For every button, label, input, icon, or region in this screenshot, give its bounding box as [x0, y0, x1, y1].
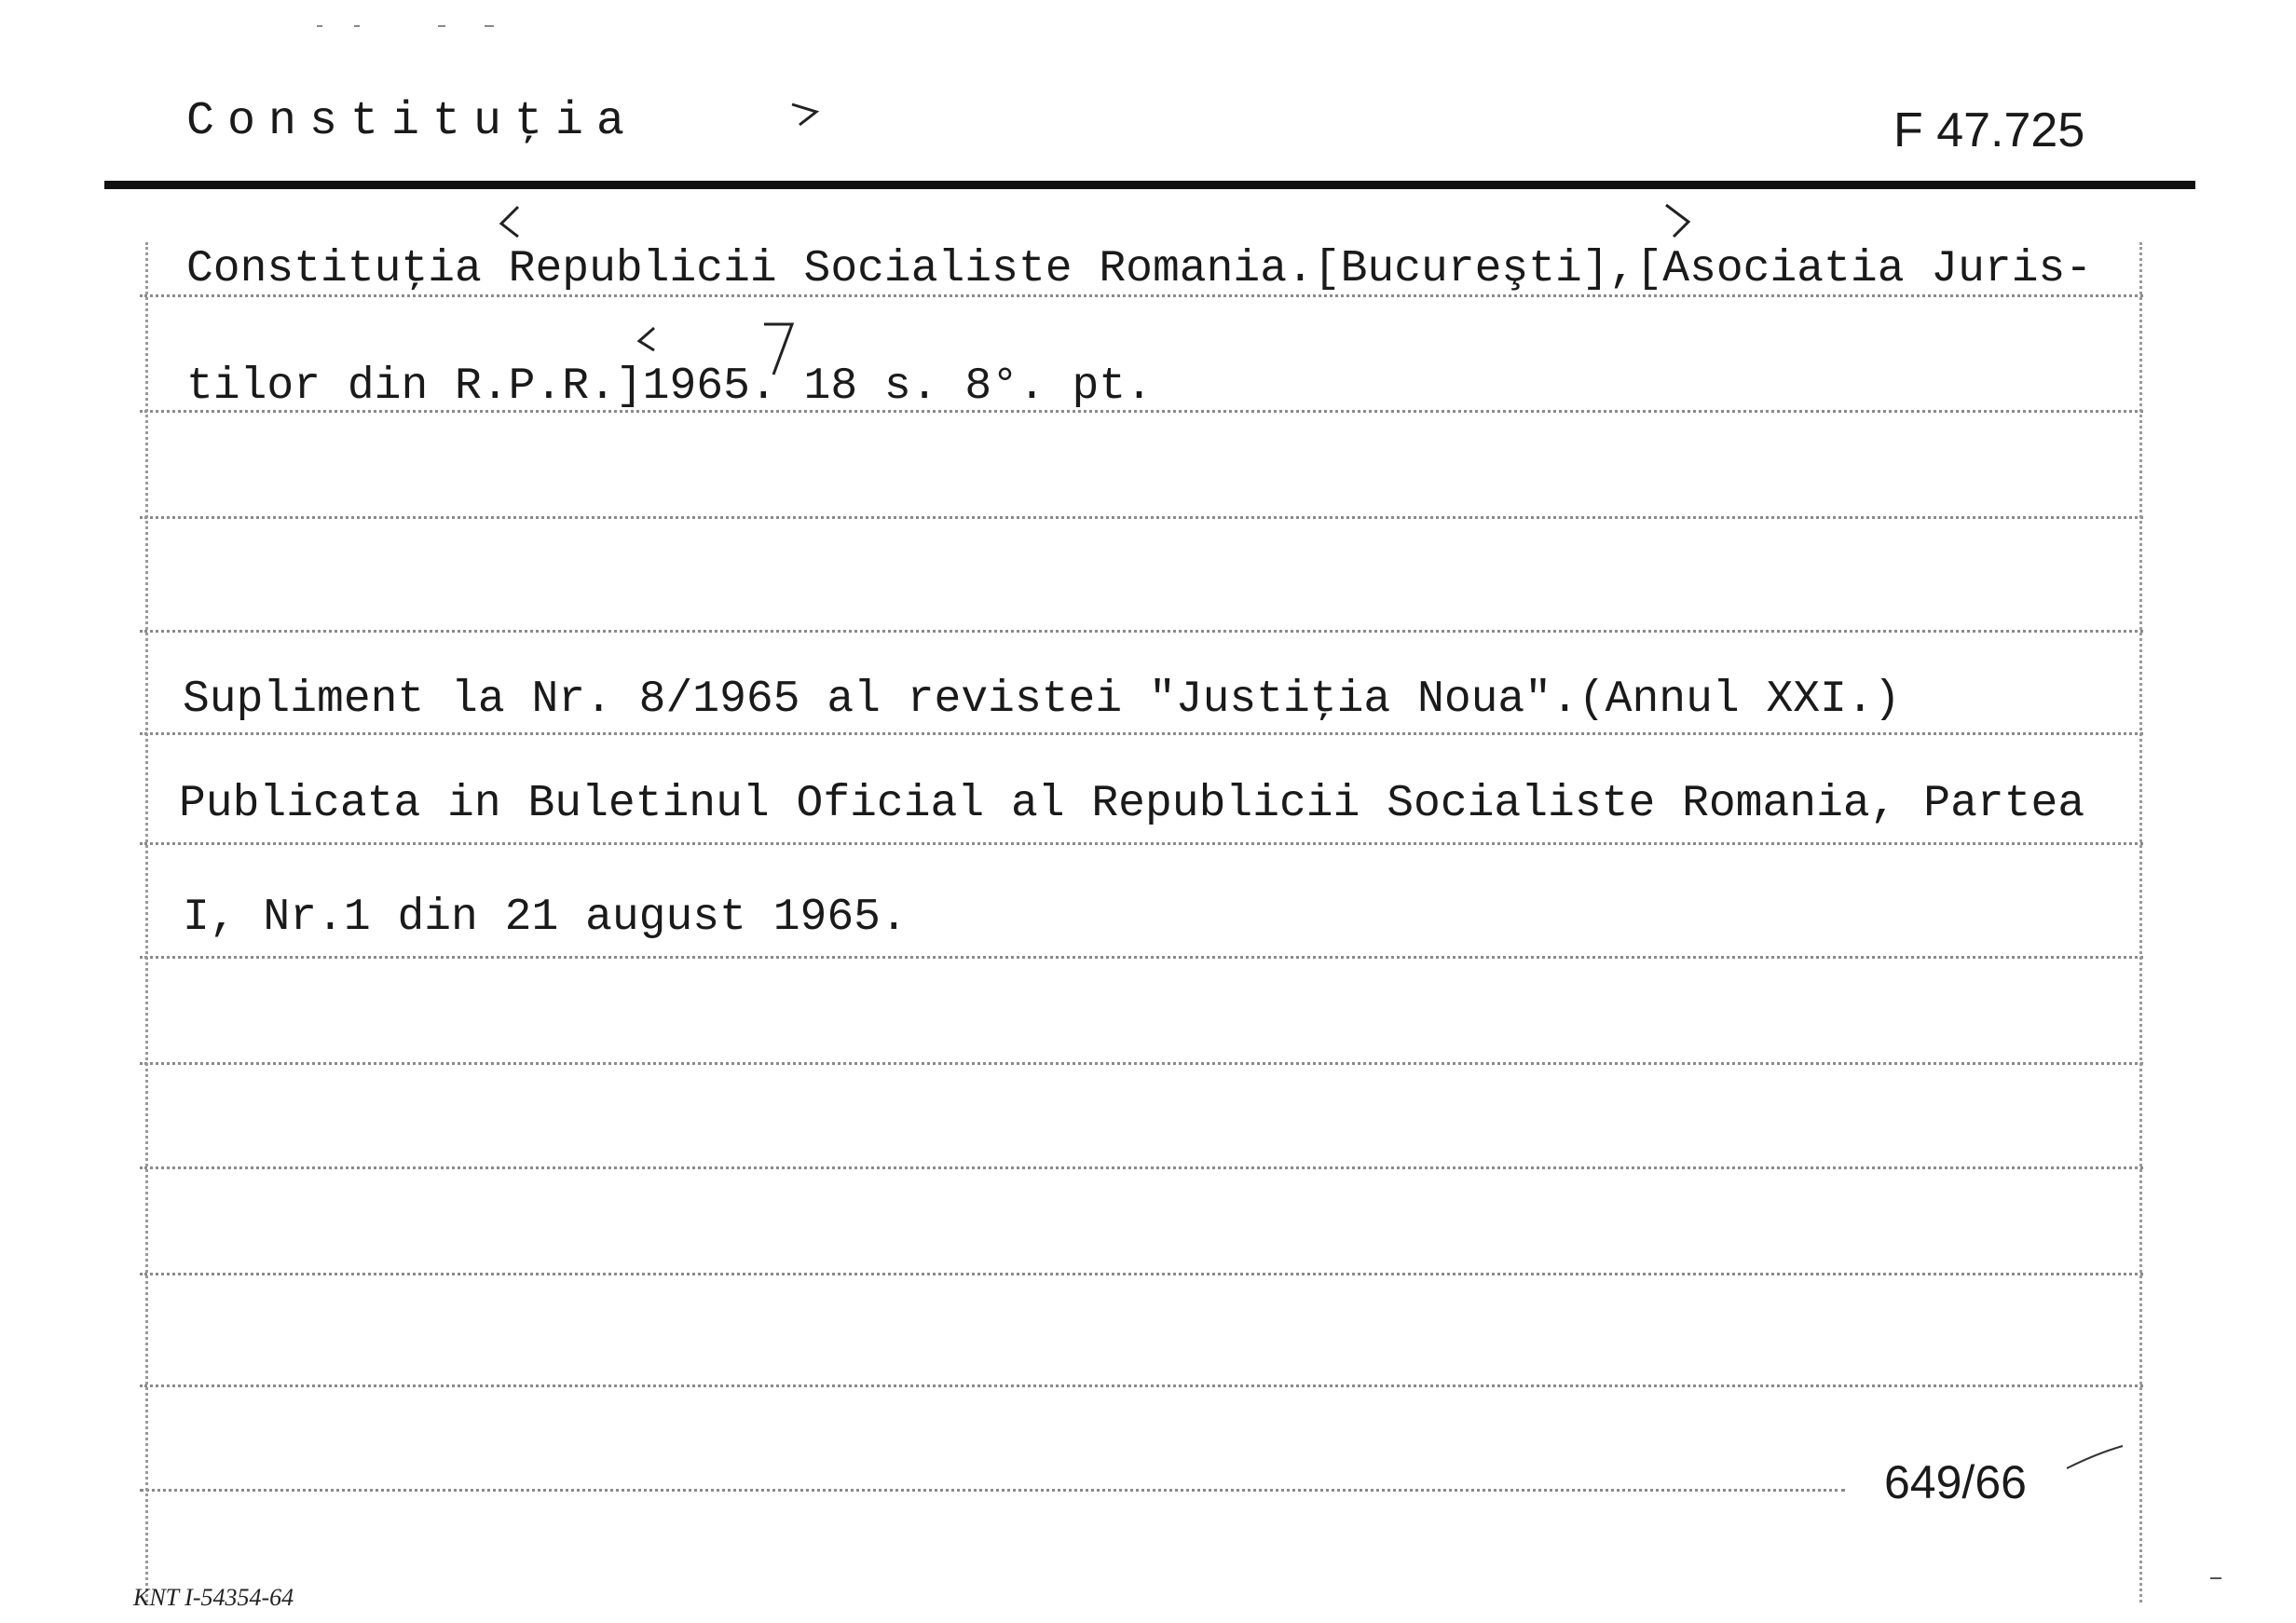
ruled-line — [140, 1062, 2143, 1065]
printer-mark: KNT I-54354-64 — [133, 1584, 294, 1611]
ruled-line — [140, 1166, 2143, 1169]
ruled-line — [140, 732, 2143, 735]
ruled-line — [140, 1489, 1845, 1492]
note-line-2: Publicata in Buletinul Oficial al Republicii Socialiste Romania, Partea — [179, 779, 2085, 829]
ruled-line — [140, 1273, 2143, 1275]
ruled-line — [140, 842, 2143, 845]
note-line-1: Supliment la Nr. 8/1965 al revistei "Justiţia Noua".(Annul XXI.) — [183, 675, 1901, 725]
card-heading: Constituţia — [186, 95, 638, 148]
ruled-line — [140, 294, 2143, 297]
ruled-line — [140, 410, 2143, 413]
note-line-3: I, Nr.1 din 21 august 1965. — [183, 893, 908, 943]
ruled-line — [140, 630, 2143, 633]
ruled-line — [140, 1384, 2143, 1387]
ruled-line — [140, 516, 2143, 519]
right-margin-dots — [2139, 242, 2142, 1603]
call-number: F 47.725 — [1893, 103, 2085, 157]
accession-number: 649/66 — [1884, 1456, 2027, 1508]
entry-line-2: tilor din R.P.R.]1965. 18 s. 8°. pt. — [186, 361, 1153, 412]
entry-line-1: Constituţia Republicii Socialiste Romania.[Bucureşti],[Asociatia Juris- — [186, 244, 2093, 294]
left-margin-dots — [145, 242, 148, 1603]
ruled-line — [140, 956, 2143, 959]
